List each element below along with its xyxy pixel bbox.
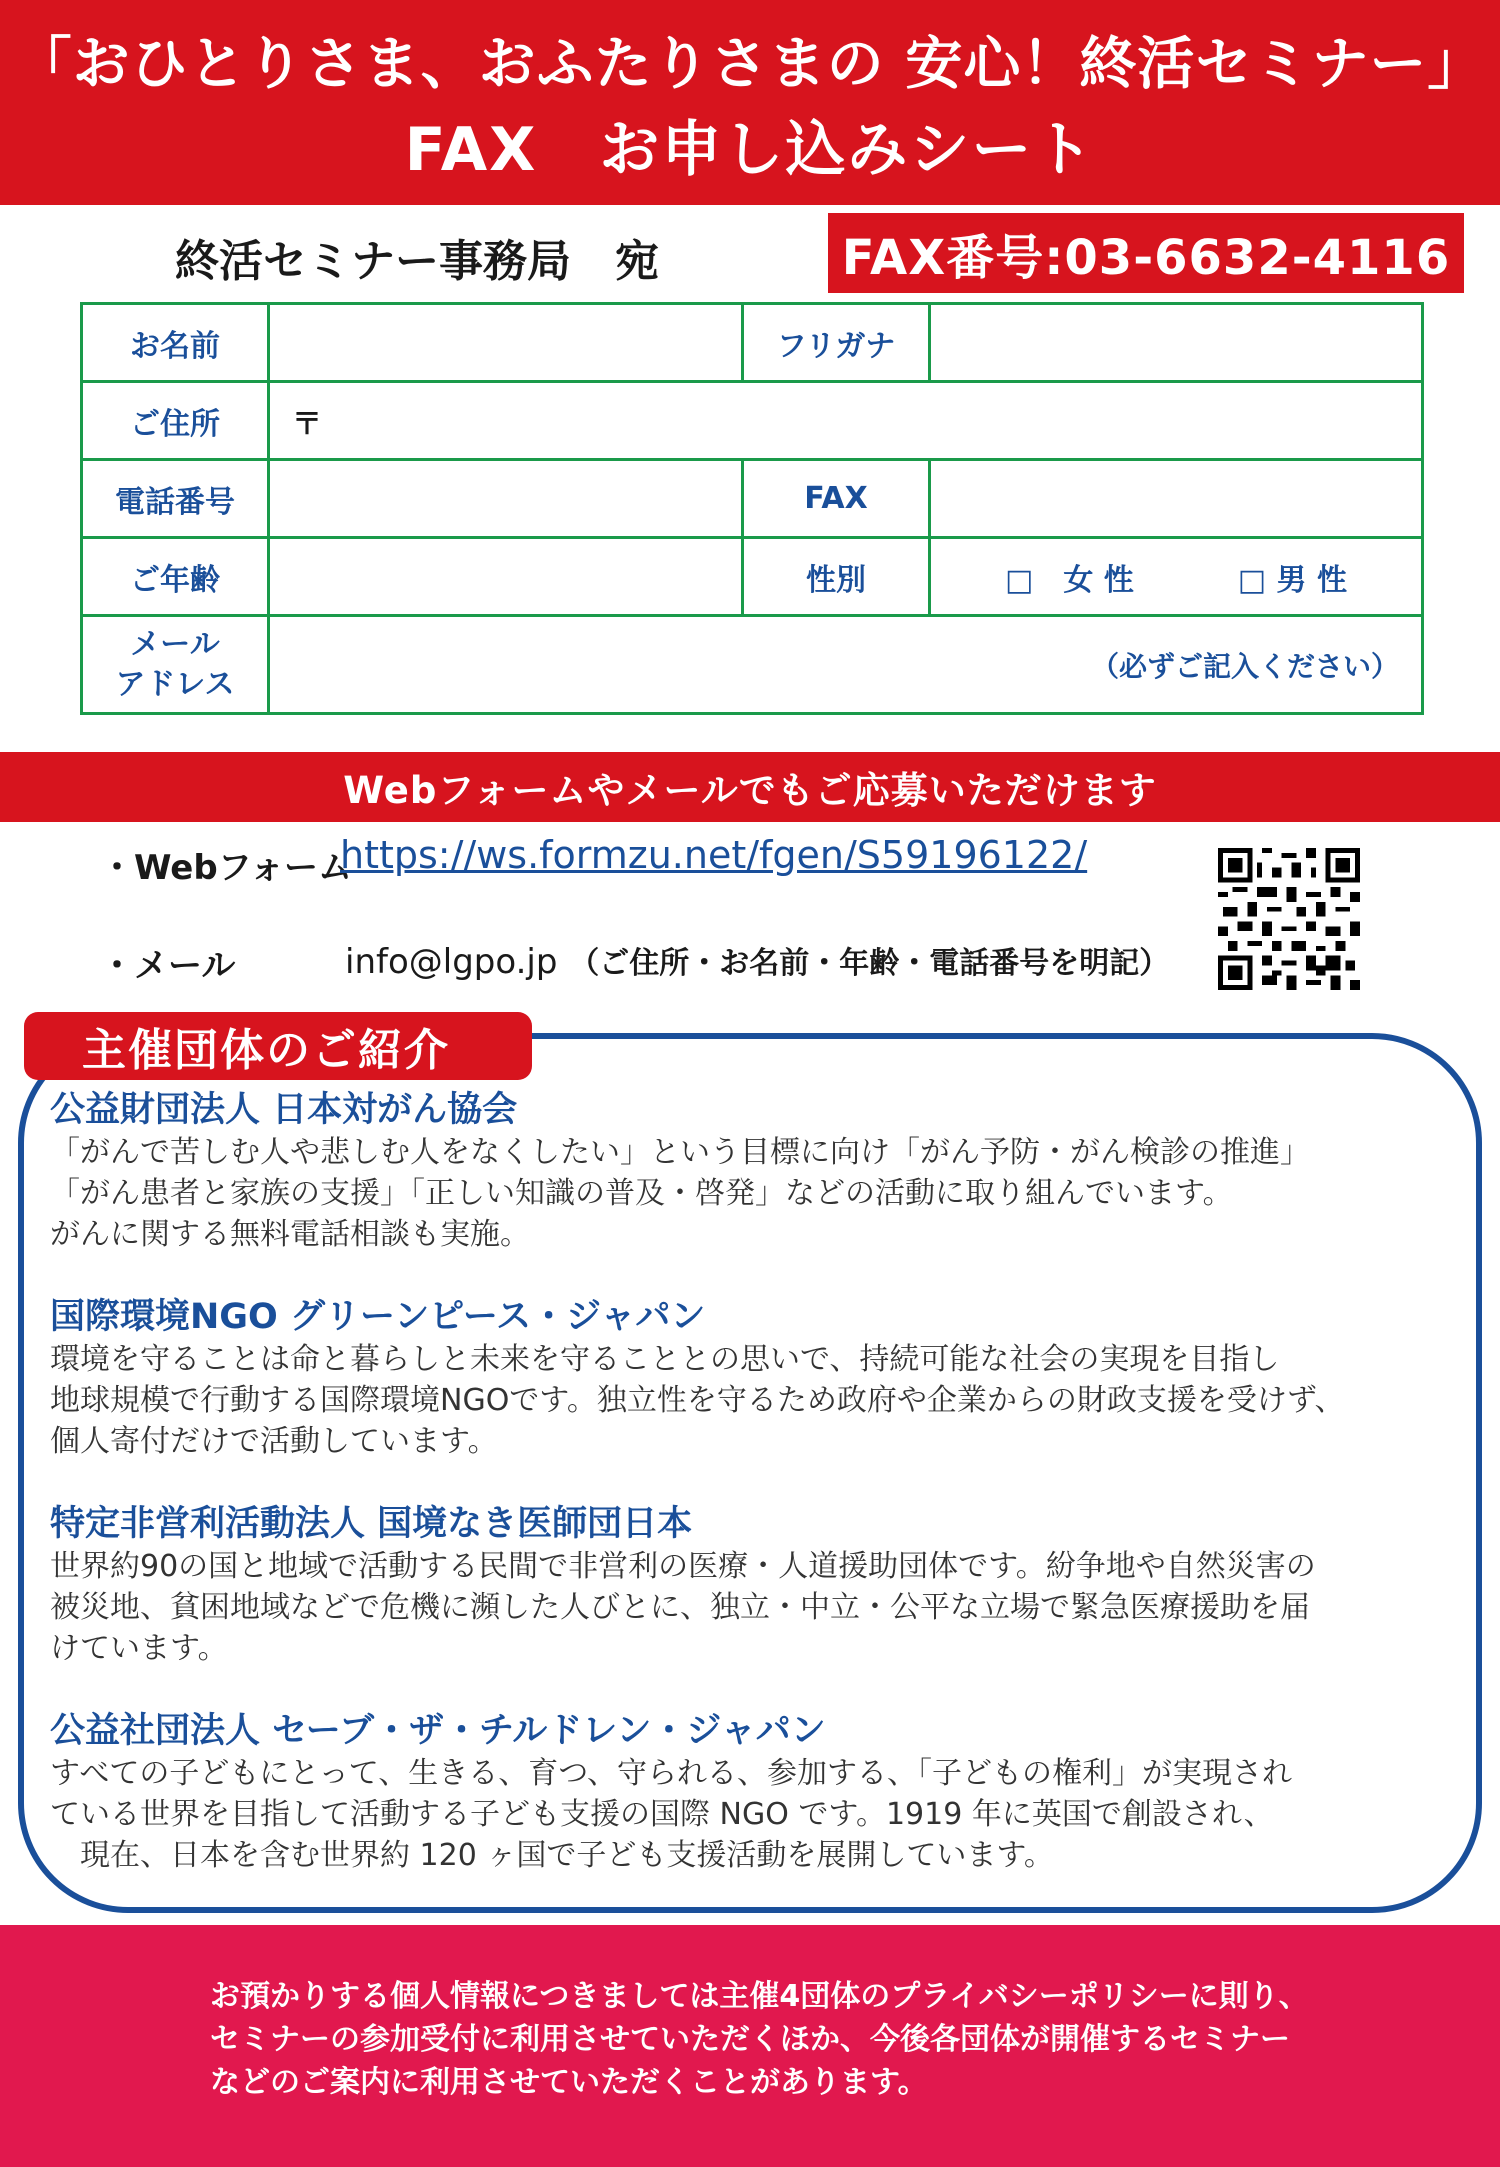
postal-mark: 〒 bbox=[292, 406, 322, 442]
page-title: 「おひとりさま、おふたりさまの 安心！終活セミナー」 bbox=[14, 31, 1486, 97]
org-description: 「がんで苦しむ人や悲しむ人をなくしたい」という目標に向け「がん予防・がん検診の推進」 「がん患者と家族の支援」「正しい知識の普及・啓発」などの活動に取り組んでいます。 がんに関する無料電話相談も実施。 bbox=[50, 1135, 1310, 1252]
mail-address[interactable]: info@lgpo.jp bbox=[345, 942, 558, 982]
furigana-field[interactable] bbox=[930, 304, 1423, 382]
org-item bbox=[50, 1088, 1470, 1255]
gender-label: 性別 bbox=[743, 538, 930, 616]
qr-code-icon[interactable] bbox=[1218, 848, 1360, 990]
org-item bbox=[50, 1295, 1470, 1462]
org-name: 公益財団法人 日本対がん協会 bbox=[50, 1090, 518, 1130]
name-field[interactable] bbox=[269, 304, 743, 382]
page-subtitle: FAX お申し込みシート bbox=[404, 115, 1096, 185]
mail-note: （ご住所・お名前・年齢・電話番号を明記） bbox=[569, 946, 1170, 981]
web-form-link[interactable] bbox=[340, 833, 1087, 877]
gender-female-checkbox[interactable]: □ 女 性 bbox=[1004, 562, 1134, 598]
address-field[interactable] bbox=[269, 382, 1423, 460]
org-item bbox=[50, 1502, 1470, 1669]
org-item bbox=[50, 1709, 1470, 1876]
email-label-line1: メール bbox=[130, 626, 220, 662]
web-form-url[interactable]: https://ws.formzu.net/fgen/S59196122/ bbox=[340, 833, 1088, 877]
mail-contact bbox=[345, 938, 1169, 982]
web-form-label: ・Webフォーム bbox=[100, 848, 352, 888]
email-field[interactable] bbox=[269, 616, 1423, 714]
org-name: 公益社団法人 セーブ・ザ・チルドレン・ジャパン bbox=[50, 1711, 826, 1751]
organizers-title: 主催団体のご紹介 bbox=[24, 1012, 532, 1080]
email-note: （必ずご記入ください） bbox=[1090, 649, 1399, 683]
email-label bbox=[82, 616, 269, 714]
fax-field[interactable] bbox=[930, 460, 1423, 538]
phone-label: 電話番号 bbox=[82, 460, 269, 538]
name-label: お名前 bbox=[82, 304, 269, 382]
mail-label: ・メール bbox=[100, 946, 236, 986]
gender-options bbox=[930, 538, 1423, 616]
org-description: すべての子どもにとって、生きる、育つ、守られる、参加する、「子どもの権利」が実現され ている世界を目指して活動する子ども支援の国際 NGO です。1919 年に英国で創設され、 現在、日本を含む世界約 120 ヶ国で子ども支援活動を展開しています。 bbox=[50, 1756, 1292, 1873]
recipient-label: 終活セミナー事務局 宛 bbox=[175, 236, 659, 287]
web-apply-banner: Webフォームやメールでもご応募いただけます bbox=[0, 752, 1500, 822]
application-form bbox=[80, 302, 1424, 715]
email-label-line2: アドレス bbox=[115, 666, 235, 702]
org-name: 特定非営利活動法人 国境なき医師団日本 bbox=[50, 1504, 693, 1544]
fax-number-badge: FAX番号:03-6632-4116 bbox=[828, 213, 1464, 293]
furigana-label: フリガナ bbox=[743, 304, 930, 382]
privacy-footer bbox=[0, 1925, 1500, 2167]
age-label: ご年齢 bbox=[82, 538, 269, 616]
age-field[interactable] bbox=[269, 538, 743, 616]
org-name: 国際環境NGO グリーンピース・ジャパン bbox=[50, 1297, 706, 1337]
org-description: 環境を守ることは命と暮らしと未来を守ることとの思いで、持続可能な社会の実現を目指し 地球規模で行動する国際環境NGOです。独立性を守るため政府や企業からの財政支援を受けず、 個人寄付だけで活動しています。 bbox=[50, 1342, 1345, 1459]
fax-label: FAX bbox=[743, 460, 930, 538]
header-banner bbox=[0, 0, 1500, 205]
phone-field[interactable] bbox=[269, 460, 743, 538]
privacy-notice: お預かりする個人情報につきましては主催4団体のプライバシーポリシーに則り、 セミナーの参加受付に利用させていただくほか、今後各団体が開催するセミナー などのご案内に利用させていただくことがあります。 bbox=[210, 1979, 1309, 2100]
org-description: 世界約90の国と地域で活動する民間で非営利の医療・人道援助団体です。紛争地や自然災害の 被災地、貧困地域などで危機に瀕した人びとに、独立・中立・公平な立場で緊急医療援助を届 けています。 bbox=[50, 1549, 1316, 1666]
gender-male-checkbox[interactable]: □ 男 性 bbox=[1237, 562, 1347, 598]
address-label: ご住所 bbox=[82, 382, 269, 460]
